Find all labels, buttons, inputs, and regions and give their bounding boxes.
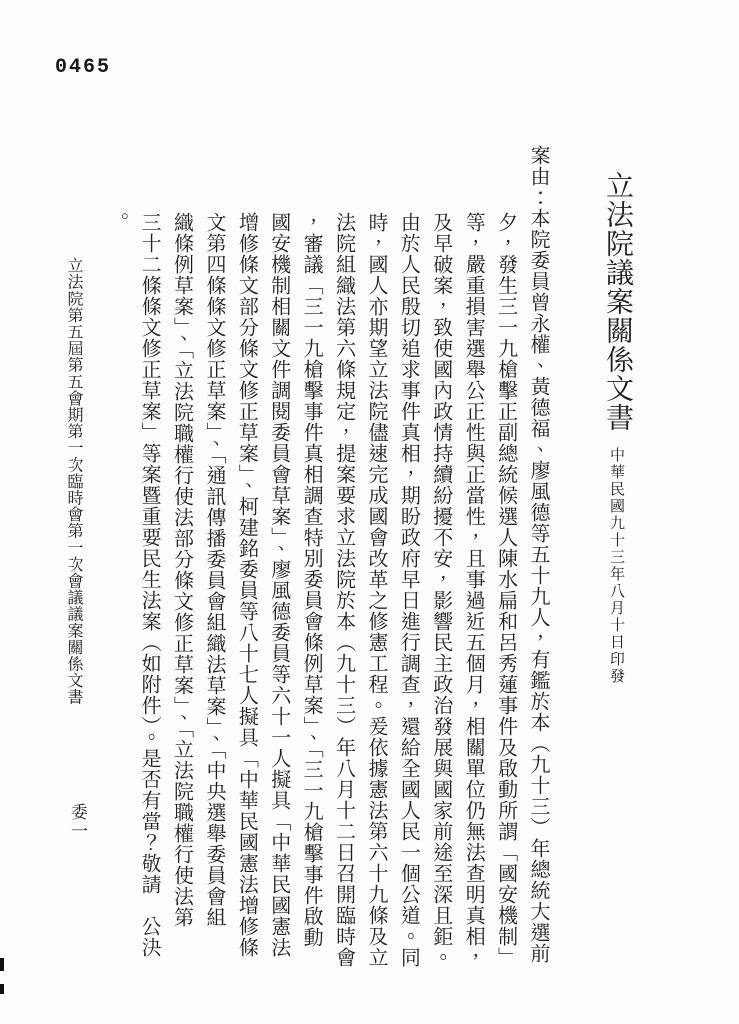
body-column: 案由：本院委員曾永權、黃德福、廖風德等五十九人，有鑑於本（九十三）年總統大選前 bbox=[527, 145, 549, 964]
body-column: 時，國人亦期望立法院儘速完成國會改革之修憲工程。爰依據憲法第六十九條及立 bbox=[364, 212, 387, 968]
body-column: 三十二條條文修正草案」等案暨重要民生法案（如附件）。是否有當？敬請 公決 bbox=[138, 212, 161, 958]
scan-artifact bbox=[0, 984, 4, 994]
sheet-label: 委一 bbox=[68, 803, 87, 841]
print-date: 中華民國九十三年八月十日印發 bbox=[608, 447, 624, 685]
body-column: ，審議「三一九槍擊事件真相調查特別委員會條例草案」、「三一九槍擊事件啟動 bbox=[300, 212, 323, 948]
session-label: 立法院第五屆第五會期第一次臨時會第一次會議議案關係文書 bbox=[65, 257, 82, 706]
body-column: 由於人民殷切追求事件真相，期盼政府早日進行調查，還給全國人民一個公道。同 bbox=[397, 212, 420, 968]
body-column: 文第四條條文修正草案」、「通訊傳播委員會組織法草案」、「中央選舉委員會組 bbox=[202, 212, 225, 928]
body-column: 等，嚴重損害選舉公正性與正當性，且事過近五個月，相關單位仍無法查明真相， bbox=[462, 212, 485, 968]
case-summary bbox=[100, 145, 554, 975]
body-column: 。 bbox=[105, 212, 128, 233]
body-column: 夕，發生三一九槍擊正副總統候選人陳水扁和呂秀蓮事件及啟動所謂「國安機制」 bbox=[494, 212, 517, 968]
body-column: 及早破案，致使國內政情持續紛擾不安，影響民主政治發展與國家前途至深且鉅。 bbox=[429, 212, 452, 968]
page-number: 0465 bbox=[55, 56, 112, 79]
body-column: 法院組織法第六條規定，提案要求立法院於本（九十三）年八月十二日召開臨時會 bbox=[332, 212, 355, 968]
body-column: 織條例草案」、「立法院職權行使法部分條文修正草案」、「立法院職權行使法第 bbox=[170, 212, 193, 928]
scan-artifact bbox=[0, 958, 4, 971]
body-column: 國安機制相關文件調閱委員會草案」、廖風德委員等六十一人擬具「中華民國憲法 bbox=[267, 212, 290, 958]
body-column: 增修條文部分條文修正草案」、柯建銘委員等八十七人擬具「中華民國憲法增修條 bbox=[235, 212, 258, 958]
document-title: 立法院議案關係文書 bbox=[602, 171, 633, 432]
